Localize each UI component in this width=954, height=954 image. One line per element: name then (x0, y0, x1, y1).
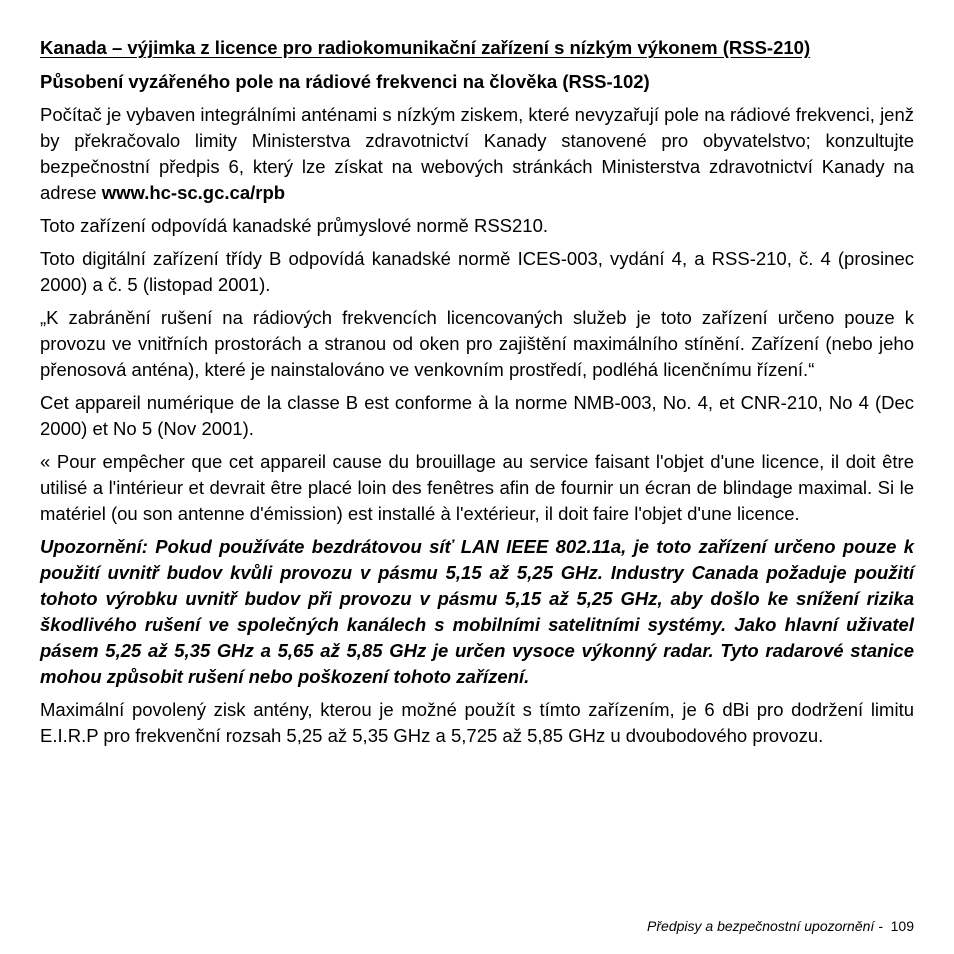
page-footer (647, 918, 914, 934)
subsection-heading: Působení vyzářeného pole na rádiové frekvenci na člověka (RSS-102) (40, 71, 650, 92)
paragraph-antenna-gain: Maximální povolený zisk antény, kterou je možné použít s tímto zařízením, je 6 dBi pro dodržení limitu E.I.R.P pro frekvenční rozsah 5,25 až 5,35 GHz a 5,725 až 5,85 GHz u dvoubodového provozu. (40, 699, 914, 746)
page-number: 109 (890, 918, 914, 934)
section-heading-text: Kanada – výjimka z licence pro radiokomunikační zařízení s nízkým výkonem (RSS-210) (40, 37, 811, 58)
warning-paragraph: Upozornění: Pokud používáte bezdrátovou síť LAN IEEE 802.11a, je toto zařízení určeno pouze k použití uvnitř budov kvůli provozu v pásmu 5,15 až 5,25 GHz. Industry Canada požaduje použití tohoto výrobku uvnitř budov při provozu v pásmu 5,15 až 5,25 GHz, aby došlo ke snížení rizika škodlivého rušení ve společných kanálech s mobilními satelitními systémy. Jako hlavní uživatel pásem 5,25 až 5,35 GHz a 5,65 až 5,85 GHz je určen vysoce výkonný radar. Tyto radarové stanice mohou způsobit rušení nebo poškození tohoto zařízení. (40, 536, 914, 687)
paragraph-nmb003-fr: Cet appareil numérique de la classe B est conforme à la norme NMB-003, No. 4, et CNR-210, No 4 (Dec 2000) et No 5 (Nov 2001). (40, 392, 914, 439)
paragraph-antennas (40, 102, 914, 206)
paragraph-rss210: Toto zařízení odpovídá kanadské průmyslové normě RSS210. (40, 215, 549, 236)
paragraph-antennas-text: Počítač je vybaven integrálními anténami s nízkým ziskem, které nevyzařují pole na rádiové frekvenci, jenž by překračovalo limity Ministerstva zdravotnictví Kanady stanovené pro obyvatelstvo; konzultujte bezpečnostní předpis 6, který lze získat na webových stránkách Ministerstva zdravotnictví Kanady na adrese (40, 104, 915, 203)
paragraph-ices003: Toto digitální zařízení třídy B odpovídá kanadské normě ICES-003, vydání 4, a RSS-210, č. 4 (prosinec 2000) a č. 5 (listopad 2001). (40, 248, 914, 295)
paragraph-interference-cz: „K zabránění rušení na rádiových frekvencích licencovaných služeb je toto zařízení určeno pouze k provozu ve vnitřních prostorách a stranou od oken pro zajištění maximálního stínění. Zařízení (nebo jeho přenosová anténa), které je nainstalováno ve venkovním prostředí, podléhá licenčnímu řízení.“ (40, 307, 914, 380)
health-canada-url: www.hc-sc.gc.ca/rpb (101, 182, 286, 203)
section-heading (40, 36, 914, 60)
paragraph-interference-fr: « Pour empêcher que cet appareil cause du brouillage au service faisant l'objet d'une licence, il doit être utilisé a l'intérieur et devrait être placé loin des fenêtres afin de fournir un écran de blindage maximal. Si le matériel (ou son antenne d'émission) est installé à l'extérieur, il doit faire l'objet d'une licence. (40, 451, 914, 524)
document-page (40, 36, 914, 756)
footer-title: Předpisy a bezpečnostní upozornění - (647, 918, 883, 934)
